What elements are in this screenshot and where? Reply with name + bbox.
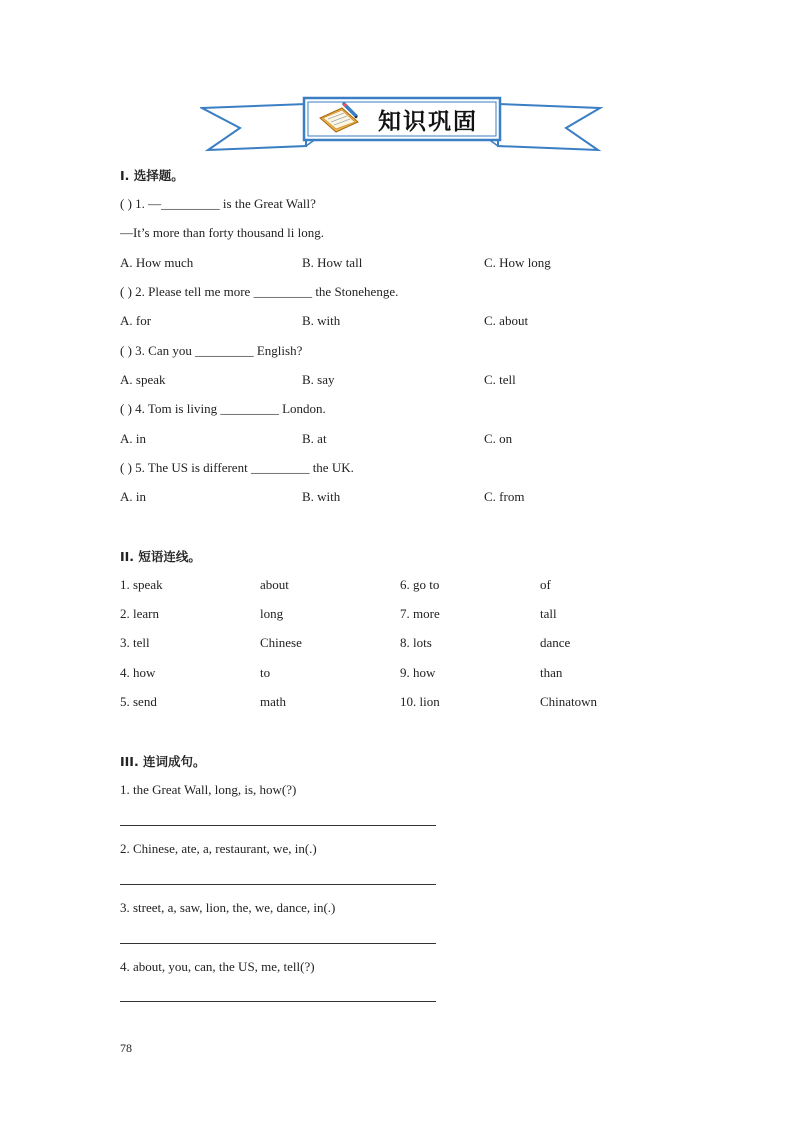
match-right-1: 10. lion	[400, 694, 440, 709]
banner-title: 知识巩固	[378, 108, 478, 135]
answer-line-2[interactable]	[120, 884, 436, 885]
match-right-2: Chinatown	[540, 694, 598, 709]
match-left-1: 4. how	[120, 665, 156, 680]
match-right-2: tall	[540, 606, 557, 621]
question-2-option-c: C. about	[484, 313, 529, 328]
section-2-heading: II. 短语连线。	[120, 549, 201, 564]
question-1-stem-answer: —It’s more than forty thousand li long.	[120, 225, 325, 240]
match-right-1: 7. more	[400, 606, 440, 621]
match-left-2: Chinese	[260, 635, 302, 650]
question-4-option-a: A. in	[120, 431, 146, 446]
section-3-heading: III. 连词成句。	[120, 754, 206, 769]
question-5-option-a: A. in	[120, 489, 146, 504]
question-1-option-a: A. How much	[120, 255, 194, 270]
answer-line-4[interactable]	[120, 1001, 436, 1002]
match-right-2: dance	[540, 635, 571, 650]
question-2-stem: ( ) 2. Please tell me more _________ the Stonehenge.	[120, 284, 399, 299]
question-2-option-b: B. with	[302, 313, 341, 328]
match-left-2: about	[260, 577, 289, 592]
match-right-2: of	[540, 577, 551, 592]
match-left-2: math	[260, 694, 286, 709]
match-left-1: 5. send	[120, 694, 157, 709]
match-left-1: 3. tell	[120, 635, 150, 650]
match-left-1: 2. learn	[120, 606, 159, 621]
question-3-option-b: B. say	[302, 372, 335, 387]
question-3-option-c: C. tell	[484, 372, 516, 387]
question-4-stem: ( ) 4. Tom is living _________ London.	[120, 401, 326, 416]
match-left-1: 1. speak	[120, 577, 163, 592]
sentence-item-4: 4. about, you, can, the US, me, tell(?)	[120, 959, 315, 974]
question-3-option-a: A. speak	[120, 372, 166, 387]
sentence-item-3: 3. street, a, saw, lion, the, we, dance, in(.)	[120, 900, 336, 915]
page-number: 78	[120, 1041, 132, 1055]
match-left-2: long	[260, 606, 284, 621]
sentence-item-1: 1. the Great Wall, long, is, how(?)	[120, 782, 297, 797]
question-1-option-b: B. How tall	[302, 255, 363, 270]
question-4-option-c: C. on	[484, 431, 513, 446]
question-2-option-a: A. for	[120, 313, 152, 328]
match-right-1: 9. how	[400, 665, 436, 680]
question-1-stem: ( ) 1. —_________ is the Great Wall?	[120, 196, 316, 211]
answer-line-3[interactable]	[120, 943, 436, 944]
match-right-2: than	[540, 665, 563, 680]
question-3-stem: ( ) 3. Can you _________ English?	[120, 343, 303, 358]
match-left-2: to	[260, 665, 271, 680]
question-5-stem: ( ) 5. The US is different _________ the UK.	[120, 460, 354, 475]
match-right-1: 8. lots	[400, 635, 432, 650]
match-right-1: 6. go to	[400, 577, 440, 592]
question-4-option-b: B. at	[302, 431, 327, 446]
question-5-option-b: B. with	[302, 489, 341, 504]
answer-line-1[interactable]	[120, 825, 436, 826]
sentence-item-2: 2. Chinese, ate, a, restaurant, we, in(.)	[120, 841, 317, 856]
section-1-heading: I. 选择题。	[120, 168, 184, 183]
question-5-option-c: C. from	[484, 489, 525, 504]
question-1-option-c: C. How long	[484, 255, 551, 270]
